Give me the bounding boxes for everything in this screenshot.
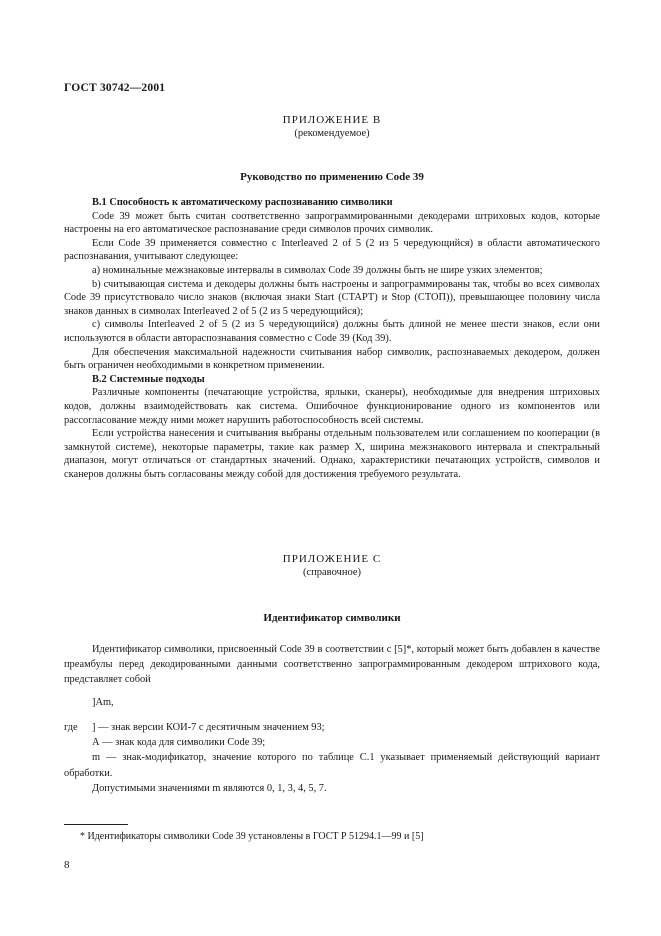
appendix-c-paragraph-1: Идентификатор символики, присвоенный Code 39 в соответствии с [5]*, который может быть добавлен в качестве преамбулы перед декодированными данными соответственно запрограммированным декодером штрихового кода, представляет собой [64, 644, 600, 686]
section-b1-paragraph-2: Если Code 39 применяется совместно с Interleaved 2 of 5 (2 из 5 чередующийся) в области автоматического распознавания, учитывают следующее: [64, 237, 600, 263]
document-code: ГОСТ 30742—2001 [64, 82, 166, 94]
section-b2-paragraph-1: Различные компоненты (печатающие устройства, ярлыки, сканеры), необходимые для внедрения штриховых кодов, должны взаимодействовать как система. Ошибочное функционирование одного из компонентов или рассогласование между ними может нарушить работоспособность всей системы. [64, 387, 600, 426]
appendix-b-status: (рекомендуемое) [294, 128, 370, 139]
appendix-c-title-block [64, 612, 600, 624]
appendix-b-body [64, 196, 600, 481]
footnote-rule [64, 824, 128, 825]
section-b1-title: В.1 Способность к автоматическому распознаванию символики [92, 197, 393, 208]
section-b1-item-a: а) номинальные межзнаковые интервалы в символах Code 39 должны быть не шире узких элементов; [92, 264, 543, 276]
section-b1-item-c: с) символы Interleaved 2 of 5 (2 из 5 чередующийся) должны быть длиной не менее шести знаков, если они используются в области автораспознавания совместно с Code 39 (Код 39). [64, 319, 600, 344]
section-b1-paragraph-3: Для обеспечения максимальной надежности считывания набор символик, распознаваемых декодером, должен быть ограничен необходимыми в конкретном применении. [64, 346, 600, 372]
appendix-c-status: (справочное) [303, 567, 361, 578]
formula-block [64, 695, 600, 710]
appendix-b-title: Руководство по применению Code 39 [240, 171, 424, 183]
appendix-b-title-block [64, 171, 600, 183]
section-b1-item-b: b) считывающая система и декодеры должны быть настроены и запрограммированы так, чтобы во всех символах Code 39 присутствовало число знаков (включая знаки Start (СТАРТ) и Stop (СТОП)), превышающее половину числа знаков данных в символах Interleaved 2 of 5 (2 из 5 чередующийся); [64, 278, 600, 317]
section-b2-paragraph-2: Если устройства нанесения и считывания выбраны отдельным пользователем или соглашением по кооперации (в замкнутой системе), некоторые параметры, такие как размер X, ширина межзнакового интервала и спектральный диапазон, могут отличаться от стандартных значений. Однако, характеристики печатающих устройств, символов и сканеров должны быть согласованы между собой для достижения требуемого результата. [64, 428, 600, 480]
appendix-c-body [64, 642, 600, 688]
appendix-b-heading-block [64, 114, 600, 140]
section-b2-title: В.2 Системные подходы [92, 373, 205, 385]
section-b1-paragraph-1: Code 39 может быть считан соответственно запрограммированными декодерами штриховых кодов, которые настроены на его автоматическое распознавание среди символов прочих символик. [64, 210, 600, 236]
where-label: где [64, 722, 78, 733]
where-item-2: А — знак кода для символики Code 39; [92, 737, 266, 749]
where-item-3: m — знак-модификатор, значение которого по таблице С.1 указывает применяемый действующий вариант обработки. [64, 752, 600, 779]
where-item-1: ] — знак версии КОИ-7 с десятичным значением 93; [92, 722, 325, 733]
where-block [64, 720, 600, 796]
appendix-c-heading: ПРИЛОЖЕНИЕ С [282, 553, 382, 565]
page-number: 8 [64, 859, 70, 871]
appendix-c-heading-block [64, 553, 600, 579]
where-row [64, 720, 600, 735]
appendix-b-heading: ПРИЛОЖЕНИЕ В [282, 114, 382, 126]
appendix-c-paragraph-2: Допустимыми значениями m являются 0, 1, 3, 4, 5, 7. [92, 782, 327, 794]
footnote: * Идентификаторы символики Code 39 установлены в ГОСТ Р 51294.1—99 и [5] [80, 831, 424, 842]
appendix-c-title: Идентификатор символики [263, 612, 401, 624]
symbology-identifier-formula: ]Am, [92, 697, 114, 708]
